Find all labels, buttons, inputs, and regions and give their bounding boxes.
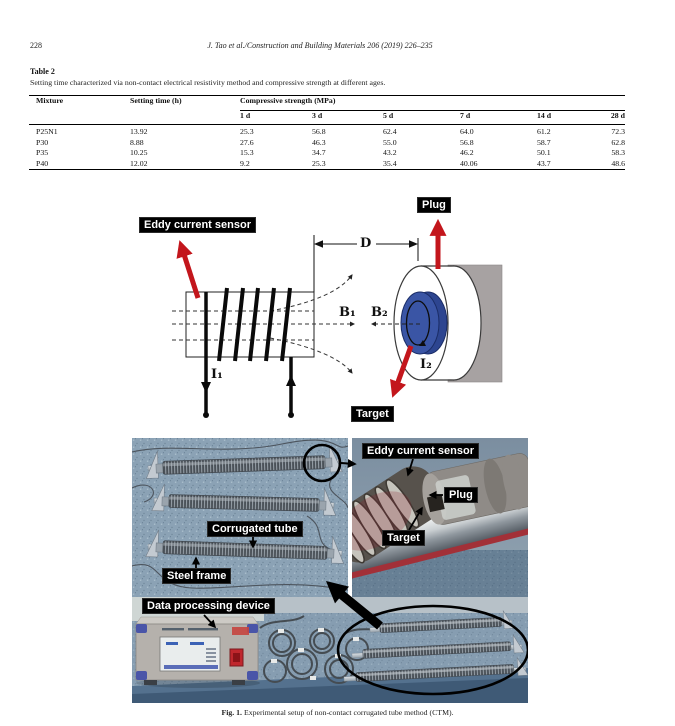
table-2 bbox=[29, 95, 625, 170]
photo-label-eddy-current-sensor: Eddy current sensor bbox=[362, 443, 479, 459]
figure-caption-text: Experimental setup of non-contact corrugated tube method (CTM). bbox=[242, 708, 454, 717]
cell-3d: 46.3 bbox=[312, 137, 326, 147]
data-processing-device bbox=[136, 617, 258, 685]
table-caption: Setting time characterized via non-contact electrical resistivity method and compressive strength at different ages. bbox=[30, 78, 386, 87]
cell-5d: 35.4 bbox=[383, 158, 397, 168]
i1-label: I₁ bbox=[211, 367, 223, 382]
cell-7d: 64.0 bbox=[460, 127, 474, 136]
photo-label-data-processing-device: Data processing device bbox=[142, 598, 275, 614]
cell-mixture: P40 bbox=[36, 158, 49, 168]
cell-7d: 40.06 bbox=[460, 158, 478, 168]
eddy-sensor-arrow bbox=[181, 245, 198, 298]
cell-28d: 72.3 bbox=[611, 127, 625, 136]
dimension-d-label: D bbox=[360, 236, 372, 251]
cell-setting: 12.02 bbox=[130, 158, 148, 168]
cell-3d: 25.3 bbox=[312, 158, 326, 168]
diagram-label-target: Target bbox=[351, 406, 394, 422]
photo-label-target: Target bbox=[382, 530, 425, 546]
cell-28d: 62.8 bbox=[611, 137, 625, 147]
col-group-compressive-strength: Compressive strength (MPa) bbox=[240, 96, 625, 111]
photo-label-steel-frame: Steel frame bbox=[162, 568, 231, 584]
cell-28d: 48.6 bbox=[611, 158, 625, 168]
b1-label: B₁ bbox=[339, 305, 356, 320]
figure-caption bbox=[0, 708, 675, 717]
table-row bbox=[29, 159, 625, 170]
cell-setting: 10.25 bbox=[130, 148, 148, 157]
col-header-1d: 1 d bbox=[240, 111, 312, 125]
cell-14d: 58.7 bbox=[537, 137, 551, 147]
col-header-setting-time: Setting time (h) bbox=[130, 96, 240, 125]
diagram-label-eddy-current-sensor: Eddy current sensor bbox=[139, 217, 256, 233]
cell-1d: 9.2 bbox=[240, 158, 250, 168]
cell-1d: 27.6 bbox=[240, 137, 254, 147]
cell-3d: 56.8 bbox=[312, 127, 326, 136]
col-header-3d: 3 d bbox=[312, 111, 383, 125]
cell-14d: 43.7 bbox=[537, 158, 551, 168]
cell-5d: 43.2 bbox=[383, 148, 397, 157]
panel-divider bbox=[348, 438, 352, 597]
col-header-5d: 5 d bbox=[383, 111, 460, 125]
cell-5d: 55.0 bbox=[383, 137, 397, 147]
photo-label-corrugated-tube: Corrugated tube bbox=[207, 521, 303, 537]
b2-label: B₂ bbox=[371, 305, 388, 320]
cell-14d: 61.2 bbox=[537, 127, 551, 136]
cell-mixture: P35 bbox=[36, 148, 49, 157]
col-header-mixture: Mixture bbox=[29, 96, 130, 125]
cell-1d: 25.3 bbox=[240, 127, 254, 136]
cell-28d: 58.3 bbox=[611, 148, 625, 157]
table-row bbox=[29, 148, 625, 159]
diagram-label-plug: Plug bbox=[417, 197, 451, 213]
table-row bbox=[29, 125, 625, 138]
cell-14d: 50.1 bbox=[537, 148, 551, 157]
cell-mixture: P30 bbox=[36, 137, 49, 147]
cell-7d: 56.8 bbox=[460, 137, 474, 147]
running-head-citation: J. Tao et al./Construction and Building Materials 206 (2019) 226–235 bbox=[207, 41, 433, 50]
figure-caption-label: Fig. 1. bbox=[221, 708, 243, 717]
table-label: Table 2 bbox=[30, 67, 55, 76]
col-header-28d: 28 d bbox=[590, 111, 625, 125]
cell-5d: 62.4 bbox=[383, 127, 397, 136]
target-disc bbox=[401, 292, 447, 354]
cell-1d: 15.3 bbox=[240, 148, 254, 157]
photo-label-plug: Plug bbox=[444, 487, 478, 503]
table-row bbox=[29, 138, 625, 149]
i2-label: I₂ bbox=[420, 357, 432, 372]
zoom-link-arrow bbox=[341, 463, 355, 464]
cell-7d: 46.2 bbox=[460, 148, 474, 157]
cell-3d: 34.7 bbox=[312, 148, 326, 157]
col-header-7d: 7 d bbox=[460, 111, 537, 125]
page-number: 228 bbox=[30, 41, 42, 50]
cell-mixture: P25N1 bbox=[36, 127, 58, 136]
cell-setting: 13.92 bbox=[130, 127, 148, 136]
col-header-14d: 14 d bbox=[537, 111, 590, 125]
cell-setting: 8.88 bbox=[130, 137, 144, 147]
